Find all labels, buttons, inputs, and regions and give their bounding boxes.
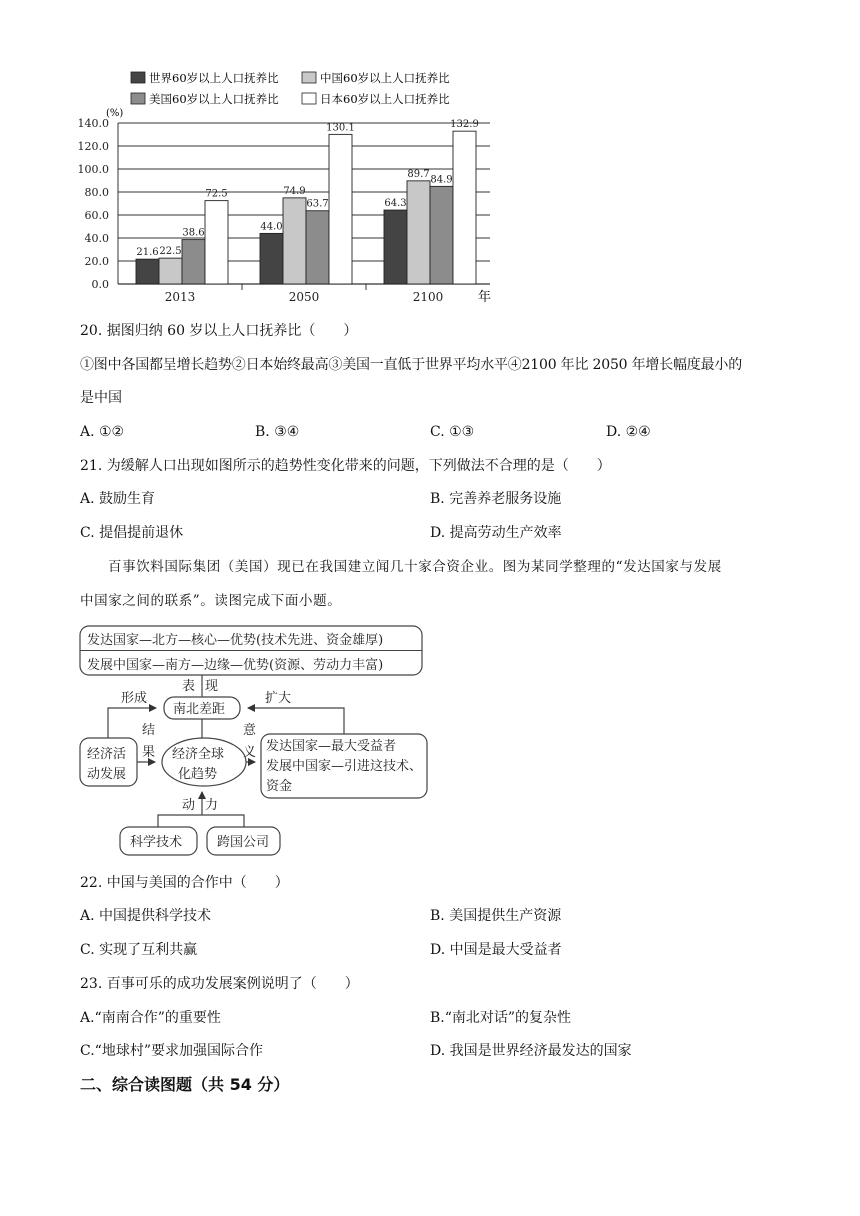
bar-value-label: 64.3	[384, 198, 407, 210]
q22-option-d[interactable]: D. 中国是最大受益者	[430, 942, 562, 958]
bar	[136, 259, 159, 284]
arrow-kuoda	[248, 708, 344, 734]
benefit-line2: 发展中国家—引进这技术、	[266, 759, 423, 774]
label-li: 力	[205, 798, 219, 813]
q20-option-a[interactable]: A. ①②	[80, 424, 125, 440]
label-yi2: 义	[243, 745, 257, 760]
bar-value-label: 21.6	[136, 247, 159, 259]
chart-legend	[131, 71, 450, 106]
label-xingcheng: 形成	[121, 691, 148, 706]
intro-line2: 中国家之间的联系”。读图完成下面小题。	[80, 593, 342, 609]
label-dong: 动	[182, 798, 196, 813]
bar	[329, 134, 352, 284]
q20-option-b[interactable]: B. ③④	[255, 424, 300, 440]
label-biao: 表	[182, 679, 196, 694]
legend-swatch-world	[131, 72, 145, 83]
bar	[453, 131, 476, 284]
nanbei-label: 南北差距	[173, 702, 226, 717]
label-yi1: 意	[243, 723, 257, 738]
chart-bars	[136, 119, 479, 284]
bar	[306, 211, 329, 284]
q21-option-d[interactable]: D. 提高劳动生产效率	[430, 525, 562, 541]
y-tick-label: 80.0	[84, 186, 109, 199]
y-tick-label: 120.0	[77, 140, 109, 153]
bar-value-label: 22.5	[159, 246, 182, 258]
multinational-label: 跨国公司	[217, 835, 270, 850]
label-xian: 现	[205, 679, 219, 694]
legend-swatch-japan	[302, 93, 316, 104]
x-tick-label: 2100	[412, 290, 444, 304]
section-2-title: 二、综合读图题（共 54 分）	[80, 1075, 290, 1094]
economic-activity-line1: 经济活	[87, 747, 127, 762]
bar	[182, 240, 205, 284]
q23-stem: 23. 百事可乐的成功发展案例说明了（ ）	[80, 976, 359, 992]
legend-label-usa: 美国60岁以上人口抚养比	[149, 92, 279, 106]
bar-value-label: 72.5	[205, 188, 228, 200]
bar-value-label: 74.9	[283, 185, 306, 197]
q22-option-a[interactable]: A. 中国提供科学技术	[80, 908, 212, 924]
q21-option-b[interactable]: B. 完善养老服务设施	[430, 491, 562, 507]
legend-label-world: 世界60岁以上人口抚养比	[149, 71, 279, 85]
label-guo: 果	[142, 745, 156, 760]
bar	[430, 186, 453, 284]
label-kuoda: 扩大	[265, 691, 292, 706]
bar	[407, 181, 430, 284]
bar	[205, 201, 228, 284]
q20-statements-line1: ①图中各国都呈增长趋势②日本始终最高③美国一直低于世界平均水平④2100 年比 2050 年增长幅度最小的	[80, 357, 743, 373]
diagram-top-line1: 发达国家—北方—核心—优势(技术先进、资金雄厚)	[87, 633, 384, 648]
connector-bottom	[158, 815, 244, 827]
q22-option-b[interactable]: B. 美国提供生产资源	[430, 908, 562, 924]
y-tick-label: 100.0	[77, 163, 109, 176]
q22-stem: 22. 中国与美国的合作中（ ）	[80, 875, 289, 891]
bar-value-label: 44.0	[260, 221, 283, 233]
q23-option-c[interactable]: C.“地球村”要求加强国际合作	[80, 1043, 263, 1059]
diagram-top-line2: 发展中国家—南方—边缘—优势(资源、劳动力丰富)	[87, 658, 384, 673]
x-tick-label: 2050	[288, 290, 320, 304]
x-tick-label: 2013	[164, 290, 196, 304]
bar-value-label: 132.9	[450, 119, 479, 131]
x-unit-label: 年	[478, 290, 492, 305]
benefit-line1: 发达国家—最大受益者	[266, 739, 397, 754]
q21-option-c[interactable]: C. 提倡提前退休	[80, 525, 184, 541]
y-tick-label: 20.0	[84, 255, 109, 268]
bar	[260, 233, 283, 284]
bar-value-label: 63.7	[306, 198, 329, 210]
q21-option-a[interactable]: A. 鼓励生育	[80, 491, 156, 507]
label-jie: 结	[142, 723, 156, 738]
q20-statements-line2: 是中国	[80, 390, 122, 406]
dependency-ratio-chart	[0, 0, 860, 310]
legend-swatch-china	[302, 72, 316, 83]
y-tick-label: 60.0	[84, 209, 109, 222]
q23-option-d[interactable]: D. 我国是世界经济最发达的国家	[430, 1043, 632, 1059]
bar	[283, 198, 306, 284]
bar-value-label: 89.7	[407, 168, 430, 180]
economic-activity-line2: 动发展	[87, 767, 127, 782]
north-south-diagram	[0, 615, 860, 865]
q22-option-c[interactable]: C. 实现了互利共赢	[80, 942, 198, 958]
globalization-line2: 化趋势	[178, 767, 218, 782]
benefit-line3: 资金	[266, 779, 293, 794]
q21-stem: 21. 为缓解人口出现如图所示的趋势性变化带来的问题，下列做法不合理的是（ ）	[80, 458, 611, 474]
legend-label-china: 中国60岁以上人口抚养比	[320, 71, 450, 85]
y-tick-label: 0.0	[91, 278, 109, 291]
science-tech-label: 科学技术	[130, 835, 183, 850]
bar	[159, 258, 182, 284]
bar-value-label: 84.9	[430, 174, 453, 186]
q20-stem: 20. 据图归纳 60 岁以上人口抚养比（ ）	[80, 323, 358, 339]
bar-value-label: 130.1	[326, 122, 355, 134]
q20-option-c[interactable]: C. ①③	[430, 424, 475, 440]
q20-option-d[interactable]: D. ②④	[606, 424, 651, 440]
legend-swatch-usa	[131, 93, 145, 104]
y-tick-label: 140.0	[77, 117, 109, 130]
y-unit-label: (%)	[106, 108, 124, 119]
q23-option-a[interactable]: A.“南南合作”的重要性	[80, 1010, 221, 1026]
y-tick-label: 40.0	[84, 232, 109, 245]
globalization-line1: 经济全球	[172, 747, 225, 762]
bar	[384, 210, 407, 284]
legend-label-japan: 日本60岁以上人口抚养比	[320, 92, 450, 106]
q23-option-b[interactable]: B.“南北对话”的复杂性	[430, 1010, 572, 1026]
bar-value-label: 38.6	[182, 227, 205, 239]
intro-line1: 百事饮料国际集团（美国）现已在我国建立闻几十家合资企业。图为某同学整理的“发达国家与发展	[108, 559, 722, 575]
